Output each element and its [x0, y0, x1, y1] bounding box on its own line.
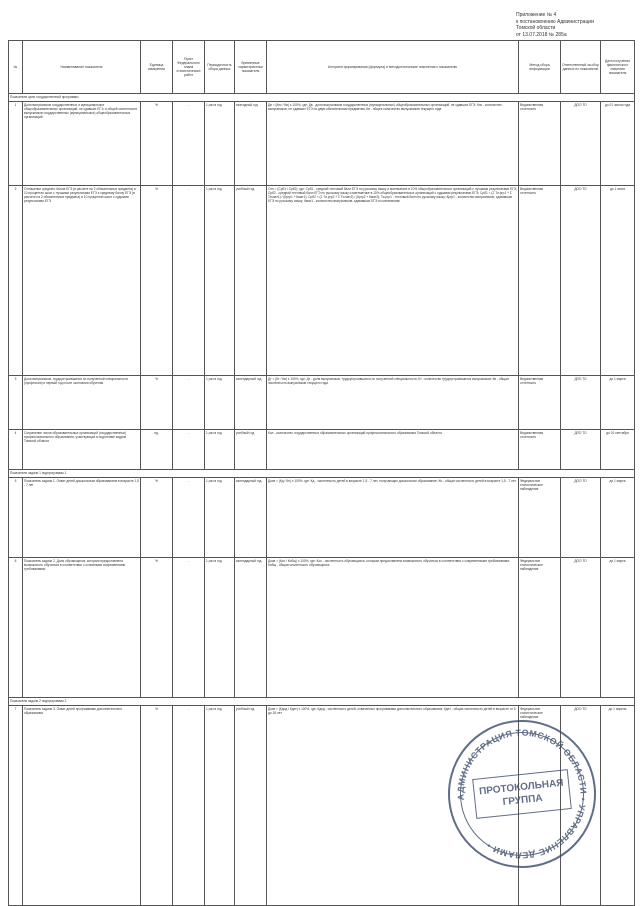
official-stamp: [441, 713, 604, 876]
cell-plan: -: [173, 706, 205, 906]
cell-time: учебный год: [235, 186, 267, 376]
stamp-ring-label: АДМИНИСТРАЦИЯ ТОМСКОЙ ОБЛАСТИ • УПРАВЛЕНИЕ ДЕЛАМИ •: [455, 727, 589, 861]
header-unit: Единица измерения: [141, 41, 173, 94]
approval-line-3: Томской области: [516, 25, 556, 31]
cell-date: до 1 марта: [601, 478, 635, 558]
cell-unit: ед.: [141, 430, 173, 470]
header-plan: Пункт Федерального плана статистических работ: [173, 41, 205, 94]
cell-formula: Дт = (Кт / Кв) х 100%, где: Дт - доля выпускников, трудоустроившихся по полученной специальности; Кт - количество трудоустроившихся выпускников; Кв - общая численность выпускников текущего года: [267, 376, 519, 430]
cell-period: 1 раз в год: [205, 558, 235, 698]
cell-time: учебный год: [235, 706, 267, 906]
cell-date: до 01 сентября: [601, 430, 635, 470]
header-name: Наименование показателя: [23, 41, 141, 94]
cell-date: до 1 марта: [601, 376, 635, 430]
cell-formula: Кол - количество государственных образовательных организаций профессионального образования Томской области: [267, 430, 519, 470]
cell-formula: Дохв = (Кдод / Кдет) х 100%, где: Кдод - численность детей, охваченных программами дополнительного образования; Кдет - общая численность детей в возрасте от 5 до 18 лет: [267, 706, 519, 906]
header-num: №: [9, 41, 23, 94]
cell-method: Ведомственная отчетность: [519, 186, 561, 376]
cell-time: ежегодный год: [235, 102, 267, 186]
cell-name: Отношение среднего балла ЕГЭ (в расчете на 2 обязательных предмета) в 10 процентах школ с лучшими результатами ЕГЭ к среднему баллу ЕГЭ (в расчете на 2 обязательных предмета) в 10 процентах школ с худшими результатами ЕГЭ: [23, 186, 141, 376]
stamp-box-line-2: ГРУППА: [502, 792, 544, 809]
cell-name: Сохранение числа образовательных организаций (государственных) профессионального образования, участвующих в подготовке кадров Томской области: [23, 430, 141, 470]
header-method: Метод сбора информации: [519, 41, 561, 94]
cell-num: 4: [9, 430, 23, 470]
header-formula: Алгоритм формирования (формула) и методологические пояснения к показателю: [267, 41, 519, 94]
cell-period: 1 раз в год: [205, 706, 235, 906]
cell-num: 2: [9, 186, 23, 376]
section-title: Показатели задачи 2 подпрограммы 2: [9, 698, 635, 706]
cell-date: до 01 числа года: [601, 102, 635, 186]
cell-name: Показатель задачи 2. Доля обучающихся, которым предоставлена возможность обучаться в соответствии с основными современными требованиями: [23, 558, 141, 698]
table-row: [9, 186, 635, 376]
table-row: [9, 478, 635, 558]
cell-period: 1 раз в год: [205, 478, 235, 558]
cell-resp: ДОО ТО: [561, 102, 601, 186]
cell-unit: %: [141, 706, 173, 906]
cell-method: Федеральное статистическое наблюдение: [519, 478, 561, 558]
cell-formula: Дохв = (Кд / Кн) х 100%, где: Кд - численность детей в возрасте 1,5 - 7 лет, получающих дошкольное образование; Кн - общая численность детей в возрасте 1,5 - 7 лет: [267, 478, 519, 558]
cell-method: Ведомственная отчетность: [519, 102, 561, 186]
cell-period: 1 раз в год: [205, 186, 235, 376]
section-row: [9, 470, 635, 478]
header-period: Периодичность сбора данных: [205, 41, 235, 94]
cell-plan: -: [173, 376, 205, 430]
cell-date: до 1 июля: [601, 186, 635, 376]
cell-period: 1 раз в год: [205, 376, 235, 430]
cell-resp: ДПО ТО: [561, 376, 601, 430]
cell-unit: %: [141, 478, 173, 558]
approval-line-4: от 13.07.2018 № 285а: [516, 31, 567, 38]
cell-time: календарный год: [235, 478, 267, 558]
cell-resp: ДОО ТО: [561, 186, 601, 376]
cell-num: 7: [9, 706, 23, 906]
table-header-row: [9, 41, 635, 94]
stamp-box-line-1: ПРОТОКОЛЬНАЯ: [478, 777, 564, 798]
cell-name: Показатель задачи 3. Охват детей программами дополнительного образования: [23, 706, 141, 906]
cell-plan: -: [173, 102, 205, 186]
approval-block: [516, 12, 634, 38]
cell-resp: ДОО ТО: [561, 478, 601, 558]
cell-method: Федеральное статистическое наблюдение: [519, 706, 561, 906]
cell-num: 3: [9, 376, 23, 430]
cell-plan: -: [173, 558, 205, 698]
table-row: [9, 376, 635, 430]
cell-time: календарный год: [235, 376, 267, 430]
cell-period: 1 раз в год: [205, 102, 235, 186]
cell-method: Федеральное статистическое наблюдение: [519, 558, 561, 698]
cell-unit: %: [141, 558, 173, 698]
cell-name: Показатель задачи 1. Охват детей дошкольным образованием в возрасте 1,5 - 7 лет: [23, 478, 141, 558]
cell-plan: -: [173, 186, 205, 376]
cell-unit: %: [141, 186, 173, 376]
cell-num: 5: [9, 478, 23, 558]
cell-num: 6: [9, 558, 23, 698]
section-row: [9, 698, 635, 706]
table-row: [9, 430, 635, 470]
cell-formula: Досв = (Кос / Кобщ) х 100%, где: Кос - численность обучающихся, которым предоставлена возможность обучаться в соответствии с современными требованиями; Кобщ - общая численность обучающихся: [267, 558, 519, 698]
cell-date: до 1 апреля: [601, 706, 635, 906]
cell-time: календарный год: [235, 558, 267, 698]
approval-line-1: Приложение № 4: [516, 12, 557, 18]
approval-line-2: к постановлению Администрации: [516, 18, 594, 25]
section-row: [9, 94, 635, 102]
cell-plan: -: [173, 478, 205, 558]
cell-unit: %: [141, 376, 173, 430]
cell-name: Доля выпускников, трудоустроившихся по полученной специальности (профессии) в первый год после окончания обучения: [23, 376, 141, 430]
cell-time: учебный год: [235, 430, 267, 470]
cell-unit: %: [141, 102, 173, 186]
cell-formula: Дв = (Кнс / Кв) х 100%, где: Дв - доля выпускников государственных (муниципальных) общеобразовательных организаций, не сдавших ЕГЭ; Кнс - количество выпускников, не сдавших ЕГЭ по двум обязательным предметам; Кв - общее количество выпускников текущего года: [267, 102, 519, 186]
table-row: [9, 558, 635, 698]
cell-resp: ДОО ТО: [561, 706, 601, 906]
table-row: [9, 102, 635, 186]
cell-resp: ДПО ТО: [561, 430, 601, 470]
cell-date: до 1 марта: [601, 558, 635, 698]
cell-name: Доля выпускников государственных и муниципальных общеобразовательных организаций, не сдавших ЕГЭ, в общей численности выпускников государственных (муниципальных) общеобразовательных организаций: [23, 102, 141, 186]
cell-method: Ведомственная отчетность: [519, 376, 561, 430]
header-time: Временные характеристики показателя: [235, 41, 267, 94]
cell-plan: -: [173, 430, 205, 470]
section-title: Показатели задачи 1 подпрограммы 1: [9, 470, 635, 478]
cell-formula: Отн = (Срб1 / Срб2), где: Срб1 - средний тестовый балл ЕГЭ по русскому языку и математике в 10% общеобразовательных организаций с лучшими результатами ЕГЭ; Срб2 - средний тестовый балл ЕГЭ по русскому языку и математике в 10% общеобразовательных организаций с худшими результатами ЕГЭ; Срб1 = (Σ Ти.ргр1 + Σ Ти.мат1) / (Кргр1 + Кмат1); Срб2 = (Σ Ти.ргр2 + Σ Ти.мат2) / (Кргр2 + Кмат2); Ти.ргр1 - тестовый балл по русскому языку; Кргр1 - количество выпускников, сдававших ЕГЭ по русскому языку; Кмат1 - количество выпускников, сдававших ЕГЭ по математике: [267, 186, 519, 376]
header-resp: Ответственный за сбор данных по показателю: [561, 41, 601, 94]
cell-resp: ДОО ТО: [561, 558, 601, 698]
cell-period: 1 раз в год: [205, 430, 235, 470]
section-title: Показатели цели государственной программы: [9, 94, 635, 102]
cell-num: 1: [9, 102, 23, 186]
header-date: Дата получения фактического значения показателя: [601, 41, 635, 94]
cell-method: Ведомственная отчетность: [519, 430, 561, 470]
